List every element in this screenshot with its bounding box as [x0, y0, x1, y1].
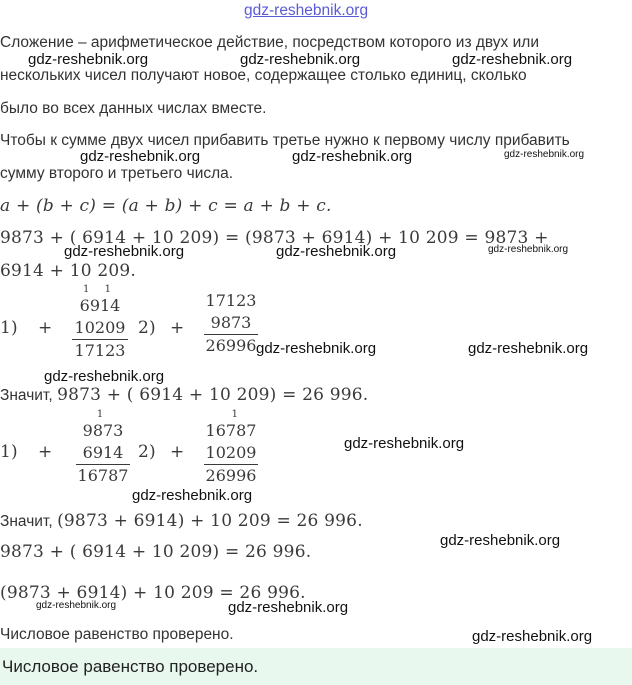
addend-2: 6914	[76, 442, 130, 465]
step-2-label: 2)	[138, 442, 156, 462]
step-2-label: 2)	[138, 318, 156, 338]
conclusion-word: Значит,	[0, 387, 53, 404]
addend-1: 9873	[82, 421, 124, 440]
addend-1: 16787	[205, 421, 257, 440]
conclusion-expression: (9873 + 6914) + 10 209 = 26 996.	[57, 511, 363, 531]
equation-line-1: 9873 + ( 6914 + 10 209) = (9873 + 6914) + 10 209 = 9873 +	[0, 228, 549, 248]
conclusion-expression: 9873 + ( 6914 + 10 209) = 26 996.	[57, 385, 369, 405]
associativity-formula: a + (b + c) = (a + b) + c = a + b + c.	[0, 196, 332, 216]
watermark: gdz-reshebnik.org	[452, 51, 573, 68]
addend-2: 10209	[72, 317, 128, 340]
conclusion-word: Значит,	[0, 513, 53, 530]
definition-line-3: было во всех данных числах вместе.	[0, 100, 267, 117]
watermark: gdz-reshebnik.org	[488, 244, 569, 255]
plus-sign: +	[38, 318, 53, 338]
watermark: gdz-reshebnik.org	[472, 628, 593, 645]
result-text: Числовое равенство проверено.	[2, 657, 259, 676]
plus-sign: +	[38, 442, 53, 462]
check-text: Числовое равенство проверено.	[0, 626, 234, 643]
step-1-label: 1)	[0, 318, 18, 338]
rule-line-1: Чтобы к сумме двух чисел прибавить третье нужно к первому числу прибавить	[0, 132, 570, 149]
sum: 26996	[205, 336, 257, 355]
sum: 16787	[77, 466, 129, 485]
equation-line-2: 6914 + 10 209.	[0, 261, 137, 281]
watermark: gdz-reshebnik.org	[80, 148, 201, 165]
result-box	[0, 648, 632, 685]
rule-line-2: сумму второго и третьего числа.	[0, 165, 234, 182]
watermark: gdz-reshebnik.org	[28, 51, 149, 68]
carry-digits: 1	[96, 409, 110, 420]
plus-sign: +	[170, 318, 185, 338]
addend-2: 9873	[204, 312, 258, 335]
watermark: gdz-reshebnik.org	[292, 148, 413, 165]
watermark: gdz-reshebnik.org	[44, 368, 165, 385]
definition-line-2: нескольких чисел получают новое, содержащее столько единиц, сколько	[0, 67, 527, 84]
sum: 17123	[74, 341, 126, 360]
watermark: gdz-reshebnik.org	[64, 243, 185, 260]
watermark: gdz-reshebnik.org	[504, 149, 585, 160]
carry-digits: 1	[231, 409, 244, 420]
column-addition-3	[76, 410, 130, 487]
watermark: gdz-reshebnik.org	[256, 340, 377, 357]
watermark: gdz-reshebnik.org	[344, 435, 465, 452]
watermark: gdz-reshebnik.org	[132, 487, 253, 504]
watermark: gdz-reshebnik.org	[240, 51, 361, 68]
watermark: gdz-reshebnik.org	[276, 243, 397, 260]
step-1-label: 1)	[0, 442, 18, 462]
watermark: gdz-reshebnik.org	[440, 532, 561, 549]
watermark: gdz-reshebnik.org	[228, 599, 349, 616]
conclusion-1	[0, 385, 368, 405]
watermark: gdz-reshebnik.org	[468, 340, 589, 357]
final-equation-2: (9873 + 6914) + 10 209 = 26 996.	[0, 583, 306, 603]
column-addition-1	[72, 285, 128, 362]
column-addition-4	[204, 410, 258, 487]
conclusion-2	[0, 511, 363, 531]
sum: 26996	[205, 466, 257, 485]
final-equation-1: 9873 + ( 6914 + 10 209) = 26 996.	[0, 542, 312, 562]
plus-sign: +	[170, 442, 185, 462]
watermark-top: gdz-reshebnik.org	[244, 2, 369, 19]
watermark: gdz-reshebnik.org	[36, 600, 117, 611]
carry-digits: 1 1	[83, 284, 117, 295]
column-addition-2	[204, 290, 258, 357]
addend-2: 10209	[204, 442, 258, 465]
definition-line-1: Сложение – арифметическое действие, посредством которого из двух или	[0, 34, 539, 51]
addend-1: 6914	[79, 296, 121, 315]
addend-1: 17123	[205, 291, 257, 310]
